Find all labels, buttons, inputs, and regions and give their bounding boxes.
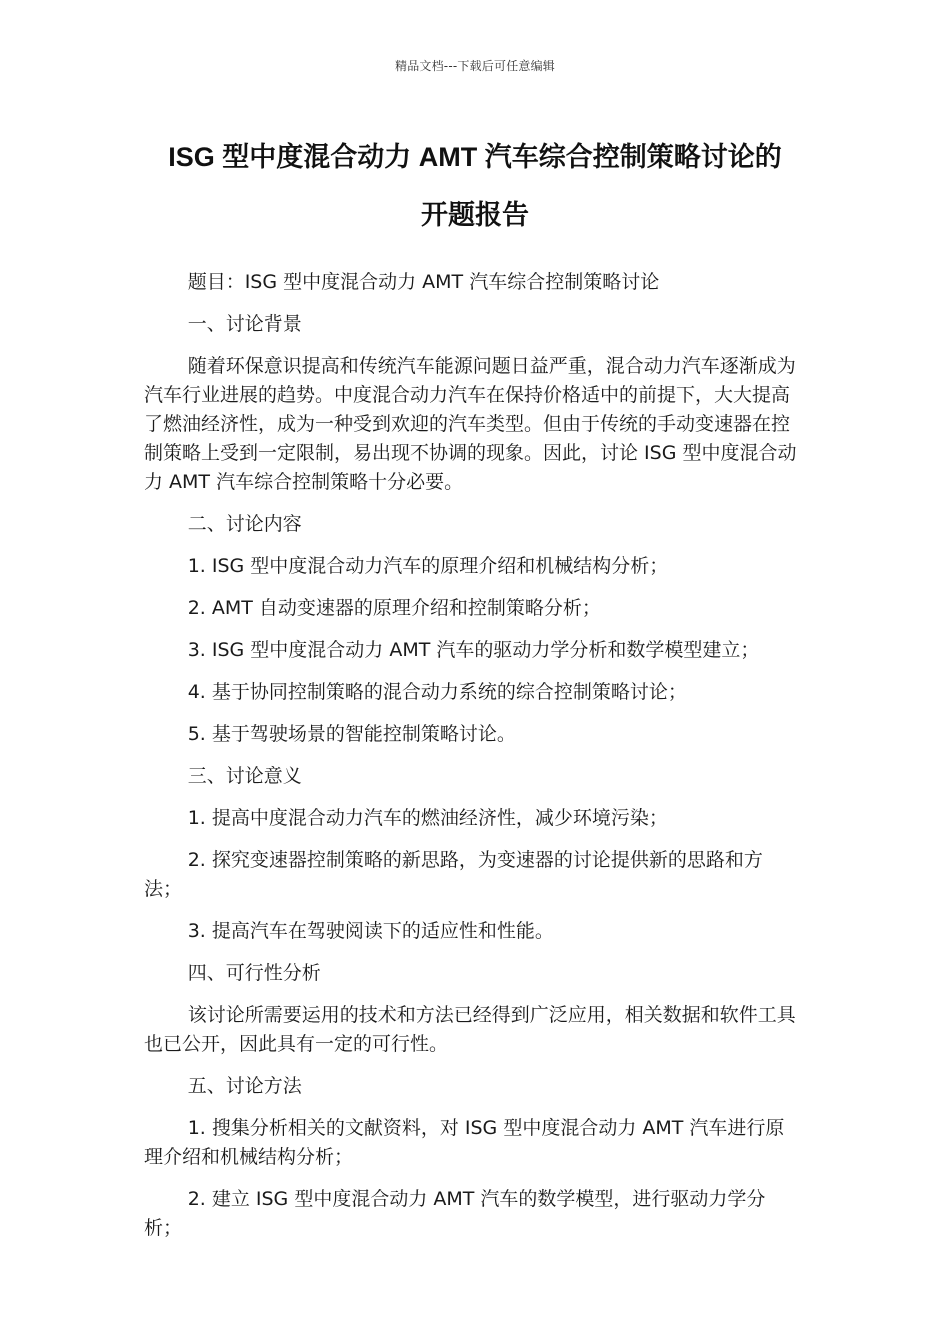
document-title xyxy=(60,128,890,244)
content-item-2: 2. AMT 自动变速器的原理介绍和控制策略分析； xyxy=(187,597,601,619)
section-heading-background: 一、讨论背景 xyxy=(187,313,302,335)
document-body xyxy=(144,268,800,1256)
content-item-1: 1. ISG 型中度混合动力汽车的原理介绍和机械结构分析； xyxy=(187,555,669,577)
content-item-4: 4. 基于协同控制策略的混合动力系统的综合控制策略讨论； xyxy=(187,681,687,703)
feasibility-paragraph: 该讨论所需要运用的技术和方法已经得到广泛应用，相关数据和软件工具也已公开，因此具有一定的可行性。 xyxy=(144,1004,796,1055)
section-heading-methods: 五、讨论方法 xyxy=(187,1075,302,1097)
method-item-1: 1. 搜集分析相关的文献资料，对 ISG 型中度混合动力 AMT 汽车进行原理介绍和机械结构分析； xyxy=(144,1117,785,1168)
section-heading-content: 二、讨论内容 xyxy=(187,513,302,535)
significance-item-3: 3. 提高汽车在驾驶阅读下的适应性和性能。 xyxy=(187,920,554,942)
topic-line: 题目：ISG 型中度混合动力 AMT 汽车综合控制策略讨论 xyxy=(187,271,660,293)
method-item-2: 2. 建立 ISG 型中度混合动力 AMT 汽车的数学模型，进行驱动力学分析； xyxy=(144,1188,766,1239)
significance-item-2: 2. 探究变速器控制策略的新思路，为变速器的讨论提供新的思路和方法； xyxy=(144,849,763,900)
title-line-1: ISG 型中度混合动力 AMT 汽车综合控制策略讨论的 xyxy=(168,142,782,172)
background-paragraph: 随着环保意识提高和传统汽车能源问题日益严重，混合动力汽车逐渐成为汽车行业进展的趋势。中度混合动力汽车在保持价格适中的前提下，大大提高了燃油经济性，成为一种受到欢迎的汽车类型。但由于传统的手动变速器在控制策略上受到一定限制，易出现不协调的现象。因此，讨论 ISG 型中度混合动力 AMT 汽车综合控制策略十分必要。 xyxy=(144,355,797,493)
title-line-2: 开题报告 xyxy=(421,200,529,230)
significance-item-1: 1. 提高中度混合动力汽车的燃油经济性，减少环境污染； xyxy=(187,807,668,829)
header-note: 精品文档---下载后可任意编辑 xyxy=(395,59,555,73)
section-heading-significance: 三、讨论意义 xyxy=(187,765,302,787)
section-heading-feasibility: 四、可行性分析 xyxy=(187,962,321,984)
content-item-5: 5. 基于驾驶场景的智能控制策略讨论。 xyxy=(187,723,516,745)
content-item-3: 3. ISG 型中度混合动力 AMT 汽车的驱动力学分析和数学模型建立； xyxy=(187,639,760,661)
